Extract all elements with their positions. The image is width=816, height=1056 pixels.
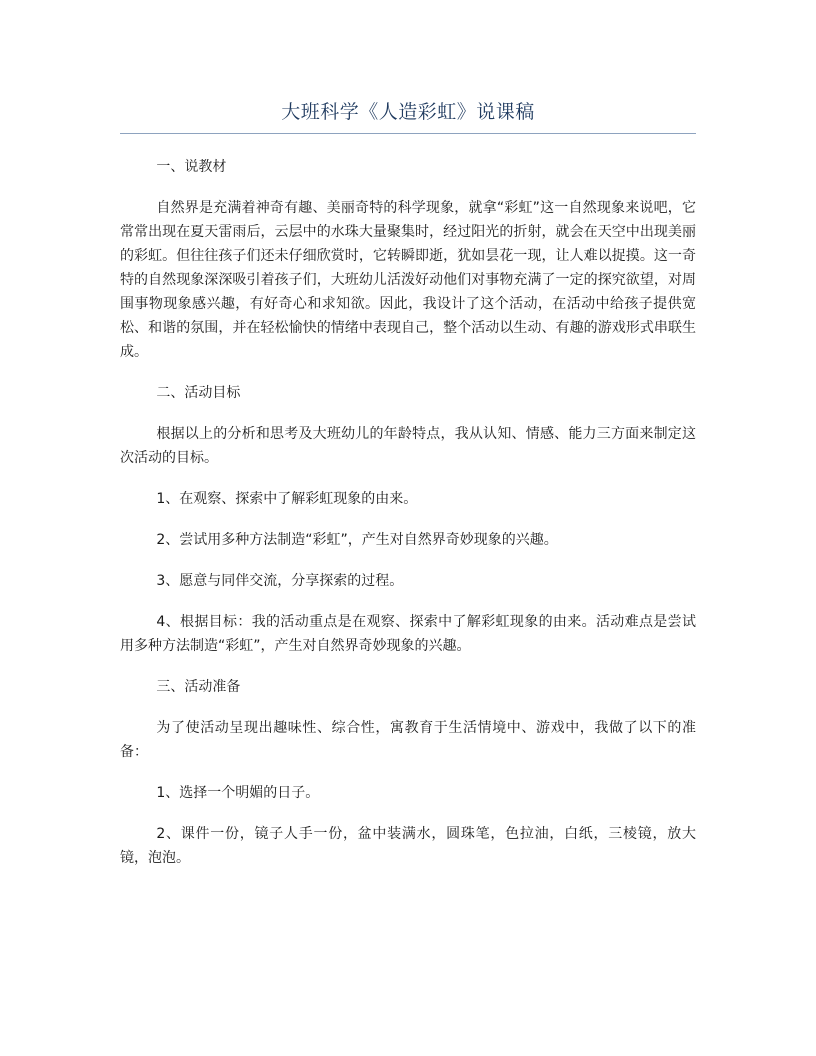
section-heading-teaching-material: 一、说教材: [156, 159, 227, 175]
section-heading-activity-goals: 二、活动目标: [156, 385, 241, 401]
paragraph-preparation-intro: 为了使活动呈现出趣味性、综合性，寓教育于生活情境中、游戏中，我做了以下的准备：: [120, 720, 696, 760]
preparation-item-2: 2、课件一份，镜子人手一份，盆中装满水，圆珠笔，色拉油，白纸，三棱镜，放大镜，泡泡。: [120, 826, 696, 866]
title-underline: [120, 133, 696, 134]
goal-item-2: 2、尝试用多种方法制造“彩虹”，产生对自然界奇妙现象的兴趣。: [156, 532, 558, 548]
document-body: [120, 155, 696, 870]
goal-item-1: 1、在观察、探索中了解彩虹现象的由来。: [156, 491, 418, 507]
document-title: 大班科学《人造彩虹》说课稿: [281, 101, 535, 123]
preparation-item-1: 1、选择一个明媚的日子。: [156, 785, 320, 801]
goal-item-4: 4、根据目标：我的活动重点是在观察、探索中了解彩虹现象的由来。活动难点是尝试用多种方法制造“彩虹”，产生对自然界奇妙现象的兴趣。: [120, 614, 696, 654]
section-heading-activity-preparation: 三、活动准备: [156, 679, 241, 695]
paragraph-activity-goals-intro: 根据以上的分析和思考及大班幼儿的年龄特点，我从认知、情感、能力三方面来制定这次活动的目标。: [120, 426, 696, 466]
goal-item-3: 3、愿意与同伴交流，分享探索的过程。: [156, 573, 404, 589]
paragraph-teaching-material: 自然界是充满着神奇有趣、美丽奇特的科学现象，就拿“彩虹”这一自然现象来说吧，它常常出现在夏天雷雨后，云层中的水珠大量聚集时，经过阳光的折射，就会在天空中出现美丽的彩虹。但往往孩子们还未仔细欣赏时，它转瞬即逝，犹如昙花一现，让人难以捉摸。这一奇特的自然现象深深吸引着孩子们，大班幼儿活泼好动他们对事物充满了一定的探究欲望，对周围事物现象感兴趣，有好奇心和求知欲。因此，我设计了这个活动，在活动中给孩子提供宽松、和谐的氛围，并在轻松愉快的情绪中表现自己，整个活动以生动、有趣的游戏形式串联生成。: [120, 200, 696, 360]
